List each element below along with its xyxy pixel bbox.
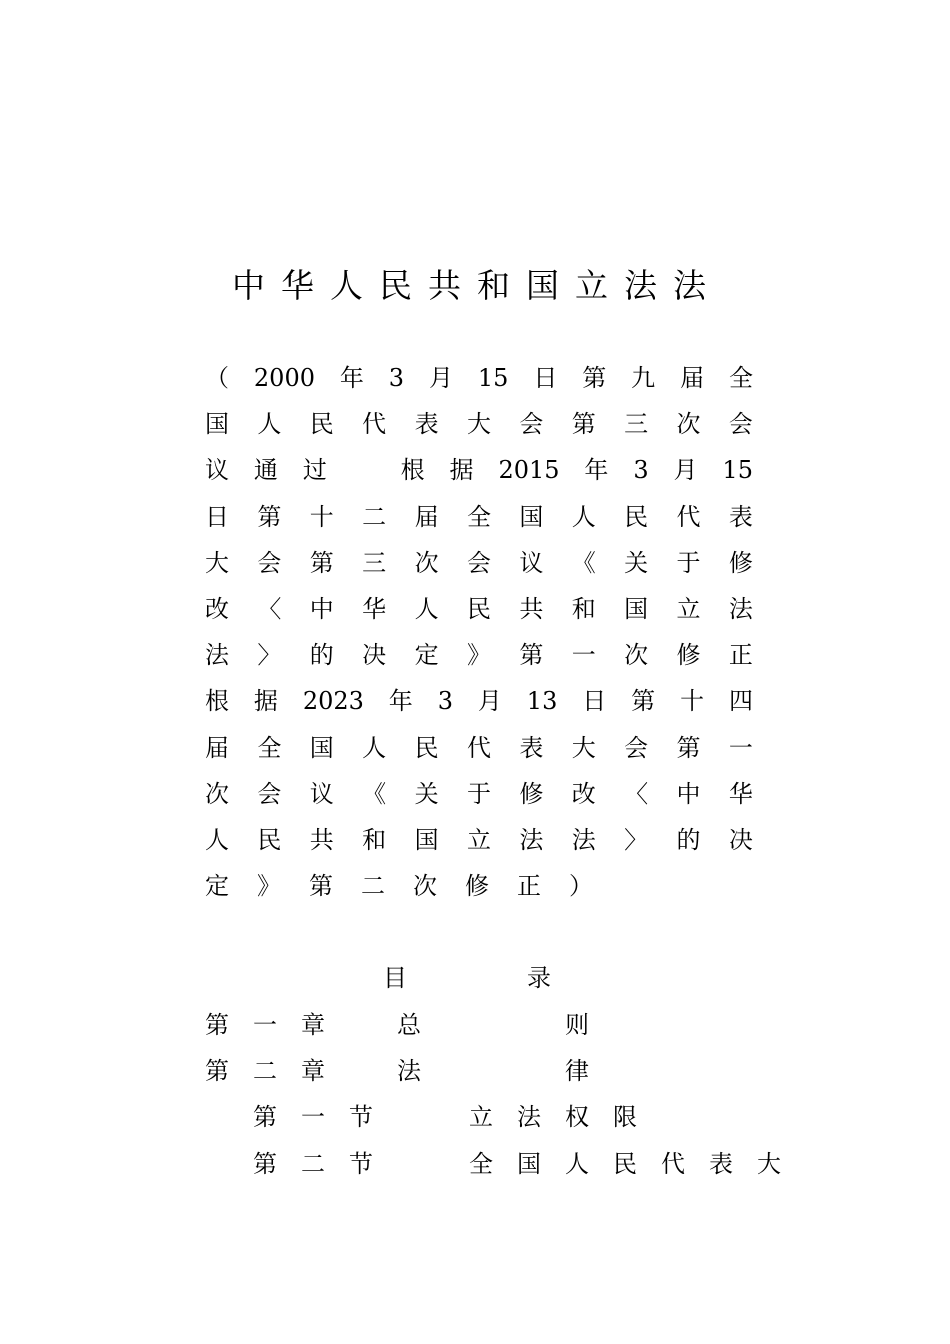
preface-line: [205, 502, 753, 532]
preface-token: 国: [519, 502, 544, 531]
preface-token: 法: [571, 826, 596, 854]
preface-line: [205, 640, 753, 670]
preface-token: 《: [362, 779, 387, 808]
preface-token: 四: [728, 687, 753, 716]
toc-heading: 目 录: [383, 964, 551, 992]
preface-token: 第: [519, 641, 544, 670]
preface-token: 届: [205, 733, 229, 762]
preface-token: 议: [205, 456, 229, 485]
preface-line: [205, 825, 753, 855]
preface-token: 第: [676, 733, 701, 762]
preface-token: 修: [519, 779, 544, 808]
preface-token: 正: [728, 641, 753, 670]
preface-token: 三: [362, 548, 387, 577]
preface-token: 国: [414, 826, 439, 854]
toc-entry[interactable]: 第 一 节 立 法 权 限: [205, 1103, 637, 1131]
preface-token: 会: [728, 410, 753, 439]
preface-line: [205, 548, 753, 578]
preface-token: 2000: [253, 364, 315, 392]
preface-token: 和: [571, 595, 596, 623]
preface-token: 第: [571, 410, 596, 439]
toc-entry[interactable]: 第 二 节 全 国 人 民 代 表 大: [205, 1150, 781, 1178]
preface-token: 会: [257, 779, 282, 808]
preface-token: 关: [414, 779, 439, 808]
preface-token: 日: [205, 502, 229, 531]
preface-token: 〉: [257, 641, 282, 670]
preface-token: 2023: [302, 687, 364, 716]
preface-line: [205, 686, 753, 716]
document-title: 中华人民共和国立法法: [232, 266, 722, 305]
preface-token: 立: [466, 826, 491, 854]
preface-token: 大: [205, 548, 229, 577]
preface-token: 〈: [624, 779, 649, 808]
preface-token: 定: [205, 872, 229, 901]
preface-token: 中: [676, 779, 701, 808]
preface-token: 年: [388, 687, 413, 716]
preface-line: [205, 779, 753, 809]
preface-token: 中: [309, 595, 334, 623]
preface-token: 人: [257, 410, 282, 439]
preface-token: 日: [582, 687, 607, 716]
preface-token: 十: [309, 502, 334, 531]
toc-entry[interactable]: 第 二 章 法 律: [205, 1057, 589, 1085]
preface-token: 表: [728, 502, 753, 531]
preface-token: （: [205, 364, 229, 392]
preface-token: 15: [722, 456, 753, 485]
preface-token: 二: [362, 502, 387, 531]
preface-token: 全: [257, 733, 282, 762]
preface-token: 修: [465, 872, 489, 901]
preface-token: 据: [449, 456, 474, 485]
preface-token: 次: [205, 779, 229, 808]
preface-token: 二: [361, 872, 385, 901]
preface-token: 国: [309, 733, 334, 762]
preface-token: 人: [362, 733, 387, 762]
preface-token: 次: [413, 872, 437, 901]
preface-token: 15: [477, 364, 509, 392]
preface-token: 修: [728, 548, 753, 577]
preface-token: 共: [309, 826, 334, 854]
preface-token: 国: [205, 410, 229, 439]
preface-token: 3: [633, 456, 649, 485]
preface-token: 次: [676, 410, 701, 439]
preface-token: 一: [728, 733, 753, 762]
preface-token: 次: [624, 641, 649, 670]
preface-token: 改: [571, 779, 596, 808]
preface-token: 代: [362, 410, 387, 439]
preface-token: 月: [477, 687, 502, 716]
preface-token: 修: [676, 641, 701, 670]
preface-token: [352, 455, 376, 485]
preface-token: 根: [400, 456, 425, 485]
preface-token: 于: [466, 779, 491, 808]
preface-token: 《: [571, 548, 596, 577]
preface-token: 民: [309, 410, 334, 439]
preface-token: 日: [533, 364, 558, 392]
preface-token: 全: [466, 502, 491, 531]
preface-token: 通: [253, 456, 278, 485]
preface-token: 十: [680, 687, 705, 716]
preface-token: 改: [205, 595, 229, 623]
preface-token: 》: [466, 641, 491, 670]
preface-token: 议: [519, 548, 544, 577]
preface-token: 年: [584, 456, 609, 485]
preface-token: 华: [728, 779, 753, 808]
preface-token: 第: [309, 548, 334, 577]
preface-line: [205, 363, 753, 393]
preface-token: 定: [414, 641, 439, 670]
preface-line: [205, 455, 753, 485]
preface-token: 第: [631, 687, 656, 716]
preface-token: 议: [309, 779, 334, 808]
preface-token: 3: [388, 364, 405, 392]
preface-token: 〈: [257, 595, 282, 623]
preface-token: 民: [624, 502, 649, 531]
preface-token: 届: [680, 364, 705, 392]
preface-token: 三: [624, 410, 649, 439]
preface-token: 次: [414, 548, 439, 577]
preface-token: 届: [414, 502, 439, 531]
preface-token: 表: [414, 410, 439, 439]
preface-line: [205, 871, 753, 901]
preface-token: 和: [362, 826, 387, 854]
preface-token: 根: [205, 687, 229, 716]
preface-token: 会: [257, 548, 282, 577]
preface-token: 3: [437, 687, 453, 716]
preface-token: 立: [676, 595, 701, 623]
preface-token: 民: [466, 595, 491, 623]
preface-token: 年: [339, 364, 364, 392]
preface-token: 月: [428, 364, 453, 392]
preface-token: 九: [631, 364, 656, 392]
preface-token: 第: [257, 502, 282, 531]
preface-token: 〉: [624, 826, 649, 854]
preface-token: 大: [466, 410, 491, 439]
preface-token: 于: [676, 548, 701, 577]
toc-entry[interactable]: 第 一 章 总 则: [205, 1011, 589, 1039]
preface-line: [205, 409, 753, 439]
preface-token: 大: [571, 733, 596, 762]
preface-token: 的: [309, 641, 334, 670]
preface-token: 关: [624, 548, 649, 577]
preface-token: 第: [582, 364, 607, 392]
preface-token: 会: [466, 548, 491, 577]
preface-token: 共: [519, 595, 544, 623]
preface-token: 法: [519, 826, 544, 854]
preface-token: ）: [569, 872, 593, 901]
preface-token: 13: [526, 687, 558, 716]
preface-token: 会: [519, 410, 544, 439]
preface-token: 人: [414, 595, 439, 623]
preface-token: 据: [253, 687, 278, 716]
preface-token: 的: [676, 826, 701, 854]
preface-token: 法: [205, 641, 229, 670]
preface-token: 决: [728, 826, 753, 854]
preface-token: 全: [728, 364, 753, 392]
preface-token: 月: [673, 456, 698, 485]
preface-token: 会: [624, 733, 649, 762]
preface-token: 民: [414, 733, 439, 762]
preface-token: 华: [362, 595, 387, 623]
preface-token: 法: [728, 595, 753, 623]
preface-token: 一: [571, 641, 596, 670]
preface-line: [205, 733, 753, 763]
preface-token: 决: [362, 641, 387, 670]
preface-token: 第: [309, 872, 333, 901]
preface-token: 国: [624, 595, 649, 623]
preface-token: 》: [257, 872, 281, 901]
preface-token: 代: [676, 502, 701, 531]
preface-line: [205, 594, 753, 624]
preface-token: 人: [205, 826, 229, 854]
preface-token: 正: [517, 872, 541, 901]
preface-token: 过: [302, 456, 327, 485]
preface-token: 人: [571, 502, 596, 531]
preface-token: 2015: [498, 456, 560, 485]
preface-token: 民: [257, 826, 282, 854]
preface-token: 表: [519, 733, 544, 762]
preface-token: 代: [466, 733, 491, 762]
